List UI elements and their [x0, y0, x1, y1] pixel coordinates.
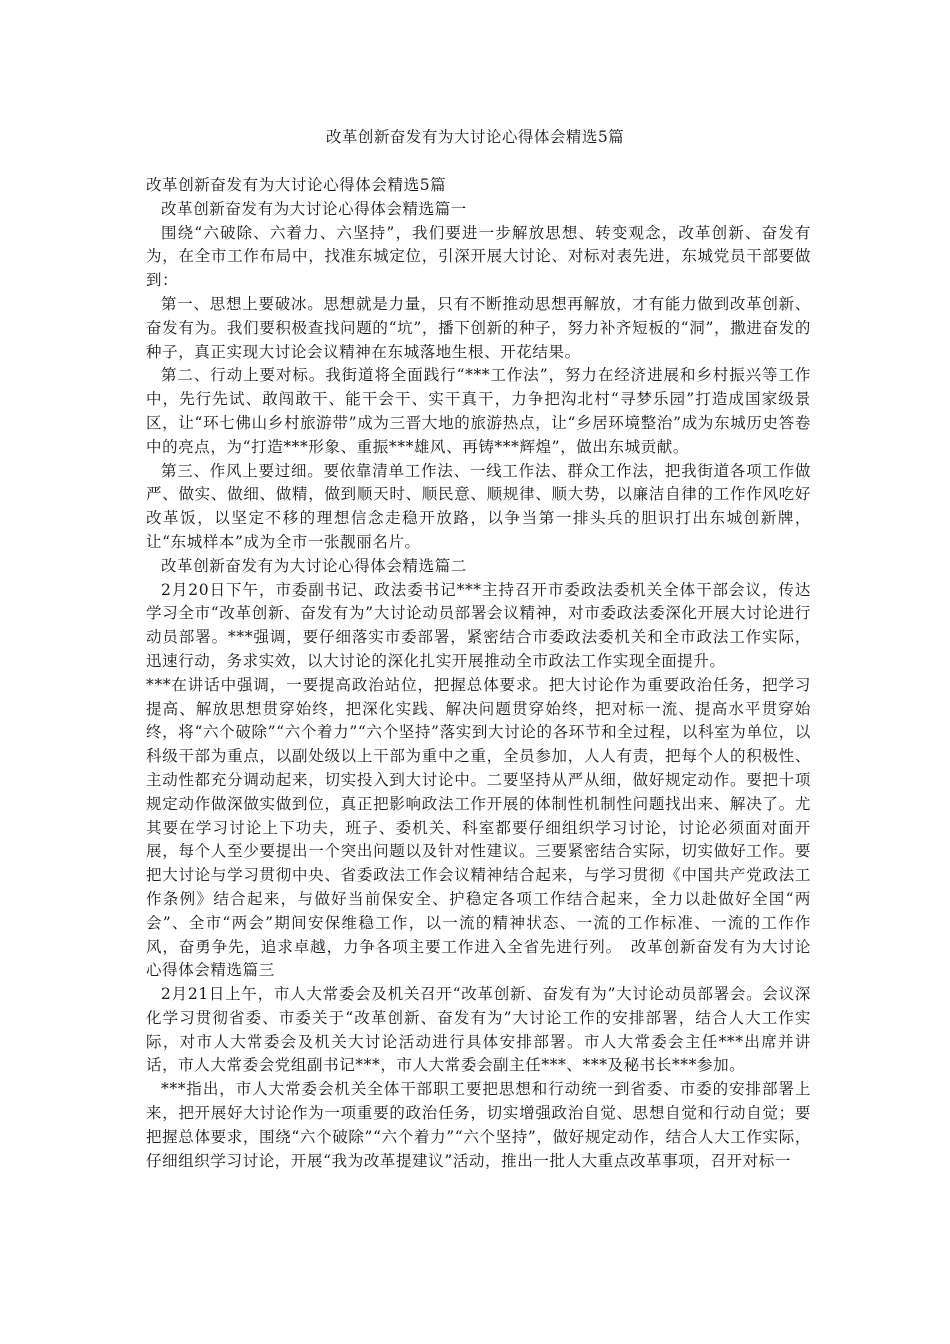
paragraph: 第一、思想上要破冰。思想就是力量，只有不断推动思想再解放，才有能力做到改革创新、奋发有为。我们要积极查找问题的“坑”，播下创新的种子，努力补齐短板的“洞”，撒进奋发的种子，真正实现大讨论会议精神在东城落地生根、开花结果。 [146, 294, 811, 361]
paragraph: ***在讲话中强调，一要提高政治站位，把握总体要求。把大讨论作为重要政治任务，把学习提高、解放思想贯穿始终，把深化实践、解决问题贯穿始终，把对标一流、提高水平贯穿始终，将“六个破除”“六个着力”“六个坚持”落实到大讨论的各环节和全过程，以科室为单位，以科级干部为重点，以副处级以上干部为重中之重，全员参加，人人有责，把每个人的积极性、主动性都充分调动起来，切实投入到大讨论中。二要坚持从严从细，做好规定动作。要把十项规定动作做深做实做到位，真正把影响政法工作开展的体制性机制性问题找出来、解决了。尤其要在学习讨论上下功夫，班子、委机关、科室都要仔细组织学习讨论，讨论必须面对面开展，每个人至少要提出一个突出问题以及针对性建议。三要紧密结合实际，切实做好工作。要把大讨论与学习贯彻中央、省委政法工作会议精神结合起来，与学习贯彻《中国共产党政法工作条例》结合起来，与做好当前保安全、护稳定各项工作结合起来，全力以赴做好全国“两会”、全市“两会”期间安保维稳工作，以一流的精神状态、一流的工作标准、一流的工作作风，奋勇争先，追求卓越，力争各项主要工作进入全省先进行列。 改革创新奋发有为大讨论心得体会精选篇三 [146, 675, 811, 980]
paragraph: 2月21日上午，市人大常委会及机关召开“改革创新、奋发有为”大讨论动员部署会。会议深化学习贯彻省委、市委关于“改革创新、奋发有为”大讨论工作的安排部署，结合人大工作实际，对市人大常委会及机关大讨论活动进行具体安排部署。市人大常委会主任***出席并讲话，市人大常委会党组副书记***，市人大常委会副主任***、***及秘书长***参加。 [146, 985, 811, 1075]
paragraph: 第二、行动上要对标。我街道将全面践行“***工作法”，努力在经济进展和乡村振兴等工作中，先行先试、敢闯敢干、能干会干、实干真干，力争把沟北村“寻梦乐园”打造成国家级景区，让“环七佛山乡村旅游带”成为三晋大地的旅游热点，让“乡居环境整治”成为东城历史答卷中的亮点，为“打造***形象、重振***雄风、再铸***辉煌”，做出东城贡献。 [146, 366, 811, 456]
section-heading-2: 改革创新奋发有为大讨论心得体会精选篇二 [161, 556, 467, 575]
document-title: 改革创新奋发有为大讨论心得体会精选5篇 [325, 128, 625, 146]
section-heading-1: 改革创新奋发有为大讨论心得体会精选篇一 [161, 199, 467, 218]
paragraph: 围绕“六破除、六着力、六坚持”，我们要进一步解放思想、转变观念，改革创新、奋发有为，在全市工作布局中，找准东城定位，引深开展大讨论、对标对表先进，东城党员干部要做到： [146, 223, 811, 290]
document-body [146, 174, 811, 1173]
document-subtitle: 改革创新奋发有为大讨论心得体会精选5篇 [146, 176, 447, 194]
paragraph: 2月20日下午，市委副书记、政法委书记***主持召开市委政法委机关全体干部会议，传达学习全市“改革创新、奋发有为”大讨论动员部署会议精神，对市委政法委深化开展大讨论进行动员部署。***强调，要仔细落实市委部署，紧密结合市委政法委机关和全市政法工作实际，迅速行动，务求实效，以大讨论的深化扎实开展推动全市政法工作实现全面提升。 [146, 580, 811, 670]
paragraph: 第三、作风上要过细。要依靠清单工作法、一线工作法、群众工作法，把我街道各项工作做严、做实、做细、做精，做到顺天时、顺民意、顺规律、顺大势，以廉洁自律的工作作风吃好改革饭，以坚定不移的理想信念走稳开放路，以争当第一排头兵的胆识打出东城创新牌，让“东城样本”成为全市一张靓丽名片。 [146, 461, 811, 551]
paragraph: ***指出，市人大常委会机关全体干部职工要把思想和行动统一到省委、市委的安排部署上来，把开展好大讨论作为一项重要的政治任务，切实增强政治自觉、思想自觉和行动自觉；要把握总体要求，围绕“六个破除”“六个着力”“六个坚持”，做好规定动作，结合人大工作实际，仔细组织学习讨论，开展“我为改革提建议”活动，推出一批人大重点改革事项，召开对标一 [146, 1080, 811, 1170]
